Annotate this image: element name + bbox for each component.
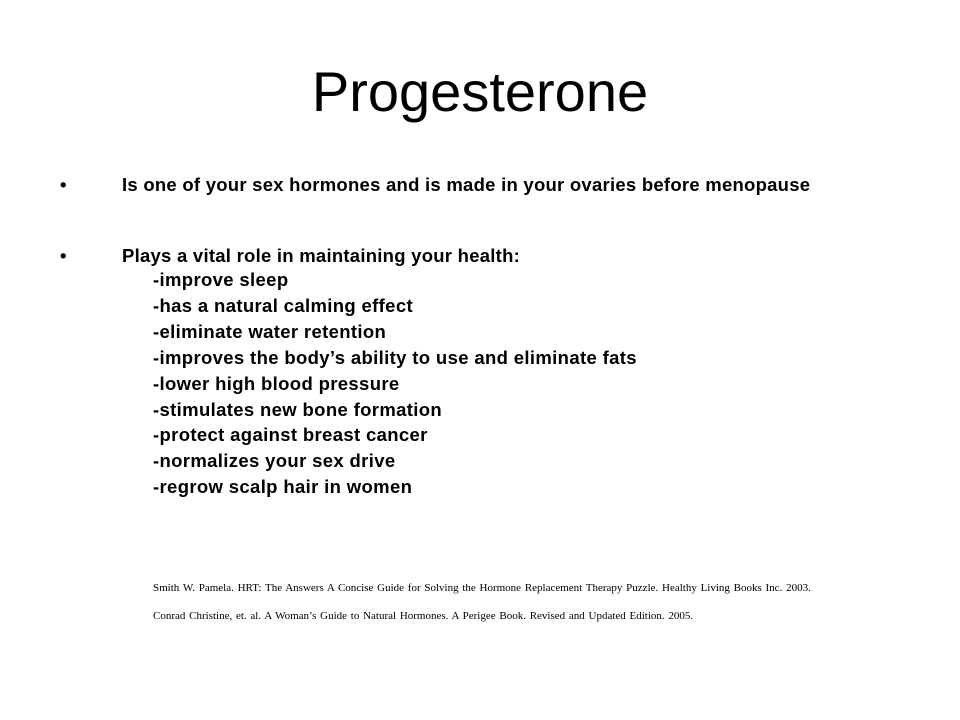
bullet-text: Plays a vital role in maintaining your health:: [122, 245, 521, 266]
benefit-item: -stimulates new bone formation: [153, 399, 443, 420]
benefit-item: -regrow scalp hair in women: [153, 476, 413, 497]
benefit-item: -lower high blood pressure: [153, 373, 400, 394]
bullet-dot: •: [60, 245, 67, 266]
benefit-item: -protect against breast cancer: [153, 424, 428, 445]
reference-item: Conrad Christine, et. al. A Woman’s Guide to Natural Hormones. A Perigee Book. Revised and Updated Edition. 2005.: [153, 610, 694, 622]
benefit-item: -improve sleep: [153, 269, 289, 290]
benefit-item: -improves the body’s ability to use and eliminate fats: [153, 347, 637, 368]
benefit-item: -has a natural calming effect: [153, 295, 413, 316]
bullet-text: Is one of your sex hormones and is made in your ovaries before menopause: [122, 174, 811, 195]
slide-title: Progesterone: [311, 60, 649, 123]
reference-item: Smith W. Pamela. HRT: The Answers A Concise Guide for Solving the Hormone Replacement Therapy Puzzle. Healthy Living Books Inc. 2003.: [153, 582, 811, 594]
benefit-item: -normalizes your sex drive: [153, 450, 396, 471]
bullet-dot: •: [60, 174, 67, 195]
benefit-item: -eliminate water retention: [153, 321, 387, 342]
